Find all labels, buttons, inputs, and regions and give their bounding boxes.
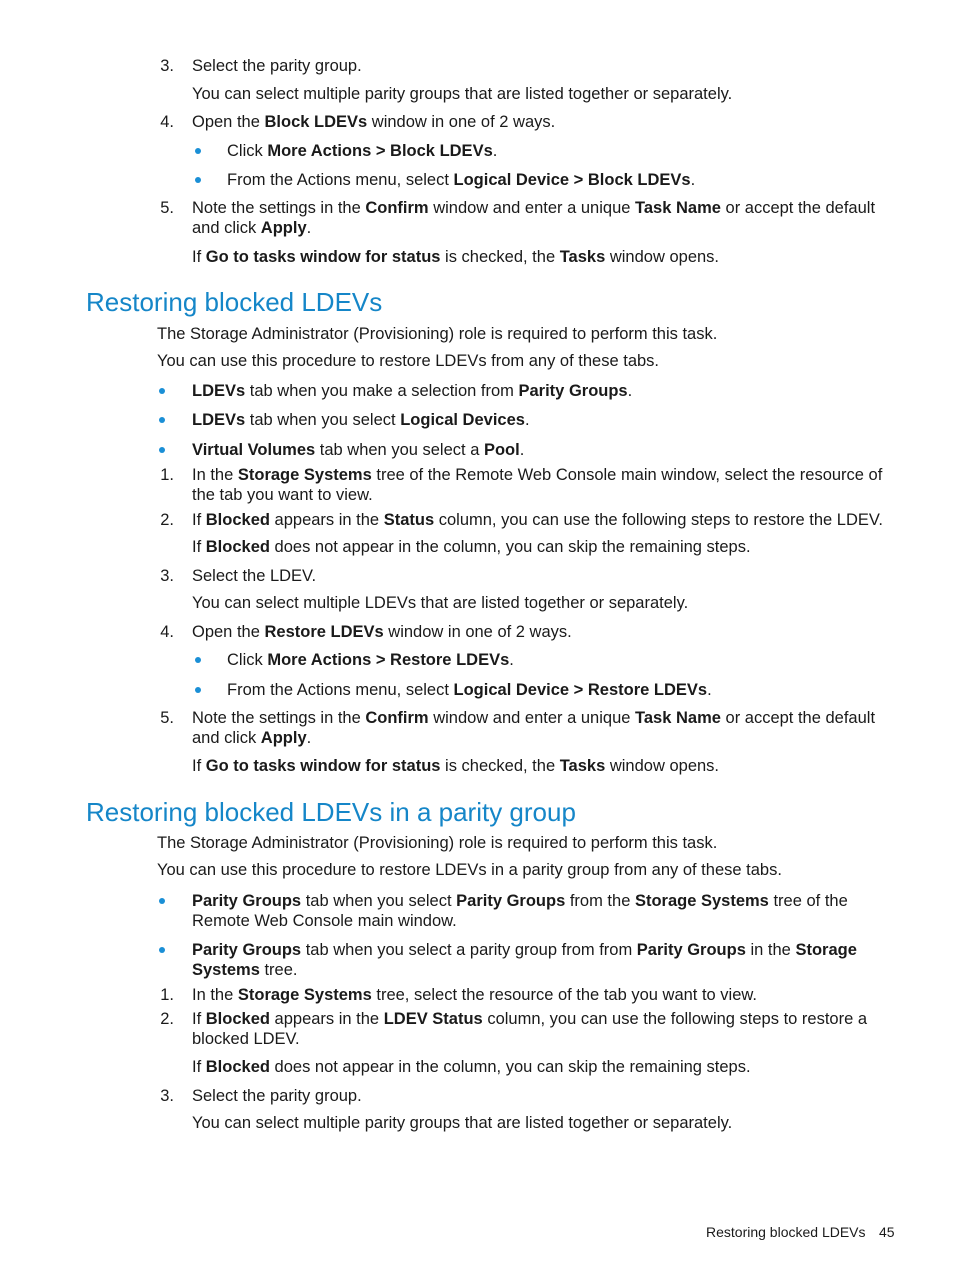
step-number: 2. — [160, 511, 174, 529]
paragraph: You can use this procedure to restore LDEVs in a parity group from any of these tabs. — [157, 861, 782, 879]
step-text: If Blocked appears in the Status column, you can use the following steps to restore the LDEV. — [192, 511, 883, 529]
section-heading: Restoring blocked LDEVs in a parity group — [86, 797, 576, 827]
step-text: Open the Restore LDEVs window in one of 2 ways. — [192, 623, 572, 641]
bullet-dot — [159, 388, 165, 394]
step-text: Note the settings in the Confirm window and enter a unique Task Name or accept the default and click Apply. — [192, 199, 876, 237]
step-note: If Go to tasks window for status is checked, the Tasks window opens. — [192, 757, 720, 775]
bullet-dot — [159, 447, 165, 453]
bullet-dot — [159, 947, 165, 953]
bullet-text: From the Actions menu, select Logical Device > Restore LDEVs. — [227, 681, 712, 699]
step-number: 4. — [160, 623, 174, 641]
step-note: If Blocked does not appear in the column, you can skip the remaining steps. — [192, 538, 751, 556]
step-text: Select the parity group. — [192, 1087, 362, 1105]
step-text: Open the Block LDEVs window in one of 2 ways. — [192, 113, 556, 131]
bullet-dot — [195, 687, 201, 693]
paragraph: The Storage Administrator (Provisioning) role is required to perform this task. — [157, 834, 718, 852]
bullet-dot — [159, 898, 165, 904]
section-heading: Restoring blocked LDEVs — [86, 287, 383, 317]
footer-section-title: Restoring blocked LDEVs — [706, 1224, 866, 1240]
bullet-text: Virtual Volumes tab when you select a Pool. — [192, 441, 525, 459]
bullet-text: From the Actions menu, select Logical Device > Block LDEVs. — [227, 171, 696, 189]
step-number: 1. — [160, 466, 174, 484]
step-text: In the Storage Systems tree, select the resource of the tab you want to view. — [192, 986, 757, 1004]
bullet-dot — [159, 417, 165, 423]
step-note: You can select multiple parity groups that are listed together or separately. — [192, 85, 733, 103]
step-note: You can select multiple LDEVs that are listed together or separately. — [192, 594, 689, 612]
paragraph: The Storage Administrator (Provisioning) role is required to perform this task. — [157, 325, 718, 343]
step-note: If Blocked does not appear in the column, you can skip the remaining steps. — [192, 1058, 751, 1076]
bullet-text: Parity Groups tab when you select Parity Groups from the Storage Systems tree of the Remote Web Console main window. — [192, 892, 848, 930]
bullet-text: Click More Actions > Restore LDEVs. — [227, 651, 514, 669]
bullet-text: Click More Actions > Block LDEVs. — [227, 142, 498, 160]
step-note: If Go to tasks window for status is checked, the Tasks window opens. — [192, 248, 720, 266]
step-text: Select the LDEV. — [192, 567, 317, 585]
step-number: 4. — [160, 113, 174, 131]
step-number: 3. — [160, 567, 174, 585]
bullet-text: Parity Groups tab when you select a parity group from from Parity Groups in the Storage Systems tree. — [192, 941, 857, 979]
step-number: 5. — [160, 709, 174, 727]
step-text: Note the settings in the Confirm window and enter a unique Task Name or accept the default and click Apply. — [192, 709, 876, 747]
step-number: 5. — [160, 199, 174, 217]
bullet-dot — [195, 148, 201, 154]
step-number: 1. — [160, 986, 174, 1004]
page-number: 45 — [879, 1224, 895, 1240]
bullet-dot — [195, 177, 201, 183]
step-number: 2. — [160, 1010, 174, 1028]
step-number: 3. — [160, 57, 174, 75]
step-text: Select the parity group. — [192, 57, 362, 75]
step-text: In the Storage Systems tree of the Remote Web Console main window, select the resource of the tab you want to view. — [192, 466, 883, 504]
bullet-dot — [195, 657, 201, 663]
paragraph: You can use this procedure to restore LDEVs from any of these tabs. — [157, 352, 660, 370]
bullet-text: LDEVs tab when you select Logical Devices. — [192, 411, 530, 429]
step-number: 3. — [160, 1087, 174, 1105]
step-text: If Blocked appears in the LDEV Status column, you can use the following steps to restore a blocked LDEV. — [192, 1010, 868, 1048]
step-note: You can select multiple parity groups that are listed together or separately. — [192, 1114, 733, 1132]
bullet-text: LDEVs tab when you make a selection from Parity Groups. — [192, 382, 633, 400]
